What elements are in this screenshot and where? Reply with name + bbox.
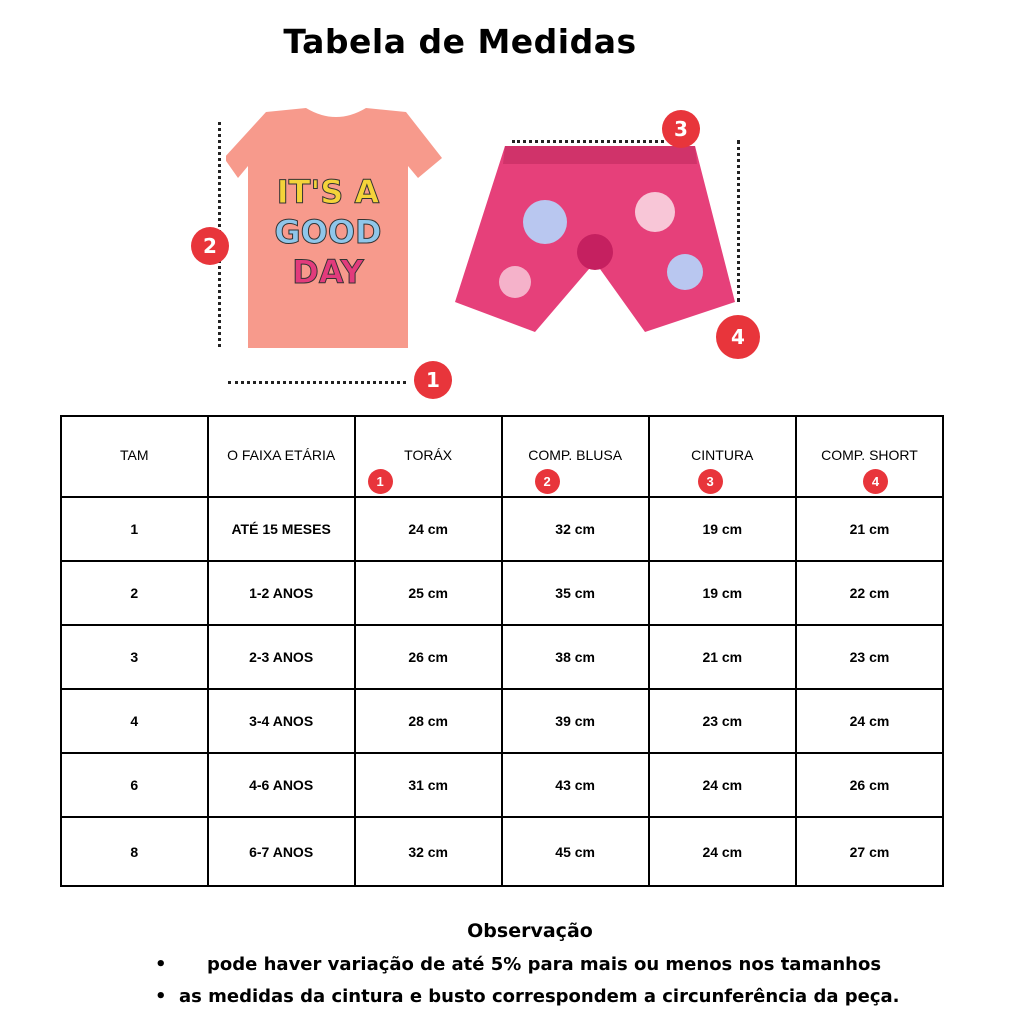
table-cell: 26 cm (355, 625, 502, 689)
marker-2: 2 (191, 227, 229, 265)
header-marker: 4 (863, 469, 888, 494)
header-marker: 2 (535, 469, 560, 494)
table-cell: 31 cm (355, 753, 502, 817)
table-cell: 19 cm (649, 561, 796, 625)
table-cell: 23 cm (796, 625, 943, 689)
bullet: • (155, 986, 167, 1007)
table-row (61, 817, 943, 886)
header-marker: 3 (698, 469, 723, 494)
table-cell: 38 cm (502, 625, 649, 689)
header-tam (61, 416, 208, 497)
size-table (60, 415, 944, 887)
table-cell: 23 cm (649, 689, 796, 753)
table-cell: 4-6 ANOS (208, 753, 355, 817)
table-cell: 1-2 ANOS (208, 561, 355, 625)
table-row (61, 561, 943, 625)
note-text: pode haver variação de até 5% para mais ou menos nos tamanhos (207, 954, 882, 975)
header-label: CINTURA (691, 446, 754, 463)
table-row (61, 625, 943, 689)
marker-1: 1 (414, 361, 452, 399)
table-cell: 4 (61, 689, 208, 753)
table-row (61, 689, 943, 753)
header-label: TAM (120, 446, 149, 463)
header-comp-blusa (502, 416, 649, 497)
table-cell: 24 cm (796, 689, 943, 753)
shorts-length-guide (737, 140, 740, 302)
page-title: Tabela de Medidas (283, 22, 637, 61)
waist-guide (512, 140, 664, 143)
table-cell: 21 cm (796, 497, 943, 561)
table-cell: 6 (61, 753, 208, 817)
shirt-print-line3: DAY (292, 253, 364, 291)
table-cell: 25 cm (355, 561, 502, 625)
note-text: as medidas da cintura e busto correspondem a circunferência da peça. (179, 986, 900, 1007)
table-cell: 32 cm (502, 497, 649, 561)
table-cell: 22 cm (796, 561, 943, 625)
observation-title: Observação (467, 920, 593, 942)
bullet: • (155, 954, 167, 975)
table-cell: 45 cm (502, 817, 649, 886)
table-cell: ATÉ 15 MESES (208, 497, 355, 561)
table-cell: 8 (61, 817, 208, 886)
header-label: COMP. BLUSA (528, 446, 623, 463)
table-cell: 3-4 ANOS (208, 689, 355, 753)
table-cell: 21 cm (649, 625, 796, 689)
table-cell: 32 cm (355, 817, 502, 886)
table-cell: 39 cm (502, 689, 649, 753)
table-cell: 43 cm (502, 753, 649, 817)
table-header-row (61, 416, 943, 497)
marker-4: 4 (716, 315, 760, 359)
table-cell: 26 cm (796, 753, 943, 817)
table-cell: 1 (61, 497, 208, 561)
table-cell: 28 cm (355, 689, 502, 753)
header-label: COMP. SHORT (821, 446, 918, 463)
marker-3: 3 (662, 110, 700, 148)
table-cell: 2 (61, 561, 208, 625)
table-cell: 24 cm (649, 753, 796, 817)
note-2 (155, 986, 900, 1007)
table-row (61, 753, 943, 817)
header-marker: 1 (368, 469, 393, 494)
table-cell: 35 cm (502, 561, 649, 625)
header-comp-short (796, 416, 943, 497)
table-cell: 3 (61, 625, 208, 689)
header-label: TORÁX (404, 446, 453, 463)
header-faixa-etaria (208, 416, 355, 497)
header-label: O FAIXA ETÁRIA (227, 446, 336, 463)
shirt-print-line2: GOOD (274, 213, 382, 251)
table-cell: 27 cm (796, 817, 943, 886)
table-cell: 24 cm (649, 817, 796, 886)
table-cell: 6-7 ANOS (208, 817, 355, 886)
table-cell: 19 cm (649, 497, 796, 561)
chest-guide (228, 381, 406, 384)
shorts-image (455, 142, 735, 337)
table-cell: 2-3 ANOS (208, 625, 355, 689)
table-cell: 24 cm (355, 497, 502, 561)
shirt-print-line1: IT'S A (276, 173, 380, 211)
tshirt-image (226, 108, 446, 353)
header-torax (355, 416, 502, 497)
table-row (61, 497, 943, 561)
note-1 (155, 954, 881, 975)
header-cintura (649, 416, 796, 497)
